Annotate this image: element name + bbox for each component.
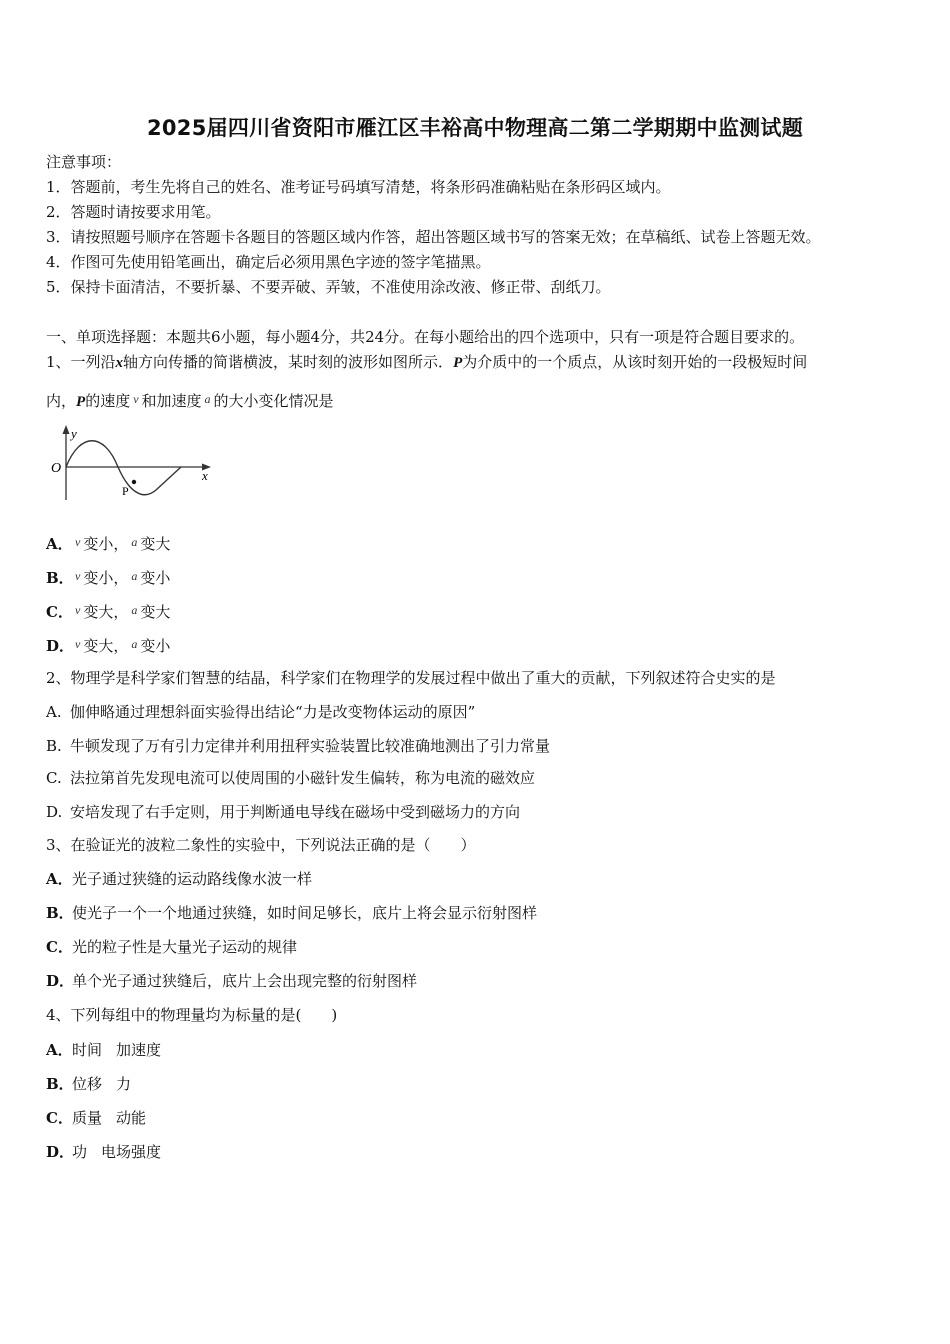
v-symbol: v — [75, 603, 81, 617]
point-p-marker — [132, 480, 136, 484]
option-letter: B． — [46, 904, 74, 922]
option-quantity-2: 电场强度 — [101, 1143, 162, 1161]
q3-option-c — [46, 937, 297, 957]
point-p-label: P — [122, 484, 129, 498]
notes-heading: 注意事项： — [46, 153, 122, 171]
option-a-text: 变小 — [140, 637, 171, 655]
notes-item: 3．请按照题号顺序在答题卡各题目的答题区域内作答，超出答题区域书写的答案无效；在草稿纸、试卷上答题无效。 — [46, 228, 821, 246]
q2-option-c — [46, 768, 535, 788]
q4-stem: 4、下列每组中的物理量均为标量的是( ) — [46, 1006, 338, 1024]
option-text: 光的粒子性是大量光子运动的规律 — [72, 938, 298, 956]
q1-text: 为介质中的一个质点，从该时刻开始的一段极短时间 — [462, 353, 808, 371]
notes-item: 5．保持卡面清洁，不要折暴、不要弄破、弄皱，不准使用涂改液、修正带、刮纸刀。 — [46, 278, 611, 296]
option-a-text: 变大 — [140, 535, 171, 553]
option-v-text: 变大， — [83, 603, 129, 621]
option-v-text: 变小， — [83, 569, 129, 587]
option-a-text: 变大 — [140, 603, 171, 621]
q1-text: 内， — [46, 392, 77, 410]
q1-option-b — [46, 566, 170, 588]
option-quantity-2: 加速度 — [116, 1041, 162, 1059]
x-axis-label: x — [202, 468, 208, 483]
option-text: 光子通过狭缝的运动路线像水波一样 — [72, 870, 313, 888]
option-quantity-1: 时间 — [72, 1041, 103, 1059]
q1-option-d — [46, 634, 170, 656]
origin-label: O — [51, 461, 62, 476]
notes-item: 4．作图可先使用铅笔画出，确定后必须用黑色字迹的签字笔描黑。 — [46, 253, 491, 271]
option-letter: D. — [46, 803, 63, 821]
option-quantity-2: 力 — [116, 1075, 132, 1093]
option-text: 使光子一个一个地通过狭缝，如时间足够长，底片上将会显示衍射图样 — [72, 904, 538, 922]
q4-option-c — [46, 1108, 146, 1128]
y-axis-label: y — [71, 426, 77, 441]
q1-v-symbol: v — [133, 392, 139, 406]
q1-x-symbol: x — [115, 355, 124, 371]
q1-stem-line1 — [46, 352, 807, 373]
option-letter: A． — [46, 1041, 73, 1059]
option-text: 法拉第首先发现电流可以使周围的小磁针发生偏转，称为电流的磁效应 — [70, 769, 536, 787]
v-symbol: v — [75, 535, 81, 549]
q1-p-symbol: P — [453, 355, 463, 371]
q1-stem-line2 — [46, 389, 334, 412]
option-letter: D． — [46, 972, 75, 990]
q3-option-b — [46, 903, 537, 923]
q3-stem: 3、在验证光的波粒二象性的实验中，下列说法正确的是（ ） — [46, 836, 476, 854]
option-letter: C． — [46, 938, 73, 956]
option-text: 安培发现了右手定则，用于判断通电导线在磁场中受到磁场力的方向 — [70, 803, 521, 821]
a-symbol: a — [131, 637, 138, 651]
q1-text: 1、一列沿 — [46, 353, 116, 371]
q4-option-b — [46, 1074, 131, 1094]
q1-a-symbol: a — [204, 392, 211, 406]
option-v-text: 变大， — [83, 637, 129, 655]
option-letter: A. — [46, 703, 62, 721]
option-letter: D． — [46, 637, 75, 655]
option-letter: C． — [46, 603, 73, 621]
q3-option-a — [46, 869, 312, 889]
section-heading: 一、单项选择题：本题共6小题，每小题4分，共24分。在每小题给出的四个选项中，只有一项是符合题目要求的。 — [46, 328, 805, 346]
q2-option-b — [46, 736, 550, 756]
q1-text: 的大小变化情况是 — [213, 392, 334, 410]
page-title: 2025届四川省资阳市雁江区丰裕高中物理高二第二学期期中监测试题 — [146, 116, 804, 140]
q3-option-d — [46, 971, 417, 991]
q2-option-d — [46, 802, 520, 822]
q1-p-symbol: P — [76, 394, 86, 410]
option-letter: D． — [46, 1143, 75, 1161]
q1-text: 轴方向传播的简谐横波，某时刻的波形如图所示． — [123, 353, 454, 371]
option-letter: B． — [46, 1075, 74, 1093]
a-symbol: a — [131, 535, 138, 549]
option-v-text: 变小， — [83, 535, 129, 553]
option-text: 单个光子通过狭缝后，底片上会出现完整的衍射图样 — [72, 972, 418, 990]
a-symbol: a — [131, 569, 138, 583]
option-quantity-2: 动能 — [116, 1109, 147, 1127]
option-letter: C. — [46, 769, 62, 787]
q1-text: 和加速度 — [141, 392, 202, 410]
wave-figure — [46, 424, 222, 504]
option-letter: A． — [46, 535, 73, 553]
option-quantity-1: 功 — [72, 1143, 88, 1161]
option-text: 牛顿发现了万有引力定律并利用扭秤实验装置比较准确地测出了引力常量 — [70, 737, 551, 755]
q1-option-a — [46, 532, 170, 554]
q4-option-d — [46, 1142, 161, 1162]
option-text: 伽伸略通过理想斜面实验得出结论“力是改变物体运动的原因” — [70, 703, 476, 721]
q1-option-c — [46, 600, 170, 622]
q2-stem: 2、物理学是科学家们智慧的结晶，科学家们在物理学的发展过程中做出了重大的贡献，下列叙述符合史实的是 — [46, 669, 776, 687]
y-axis-arrow — [63, 425, 70, 434]
v-symbol: v — [75, 637, 81, 651]
option-letter: B． — [46, 569, 74, 587]
option-a-text: 变小 — [140, 569, 171, 587]
notes-item: 1．答题前，考生先将自己的姓名、准考证号码填写清楚，将条形码准确粘贴在条形码区域内。 — [46, 178, 671, 196]
option-letter: A． — [46, 870, 73, 888]
q4-option-a — [46, 1040, 161, 1060]
option-letter: C． — [46, 1109, 73, 1127]
v-symbol: v — [75, 569, 81, 583]
q1-text: 的速度 — [85, 392, 131, 410]
notes-item: 2．答题时请按要求用笔。 — [46, 203, 221, 221]
a-symbol: a — [131, 603, 138, 617]
option-quantity-1: 位移 — [72, 1075, 103, 1093]
option-letter: B. — [46, 737, 62, 755]
q2-option-a — [46, 702, 475, 722]
option-quantity-1: 质量 — [72, 1109, 103, 1127]
